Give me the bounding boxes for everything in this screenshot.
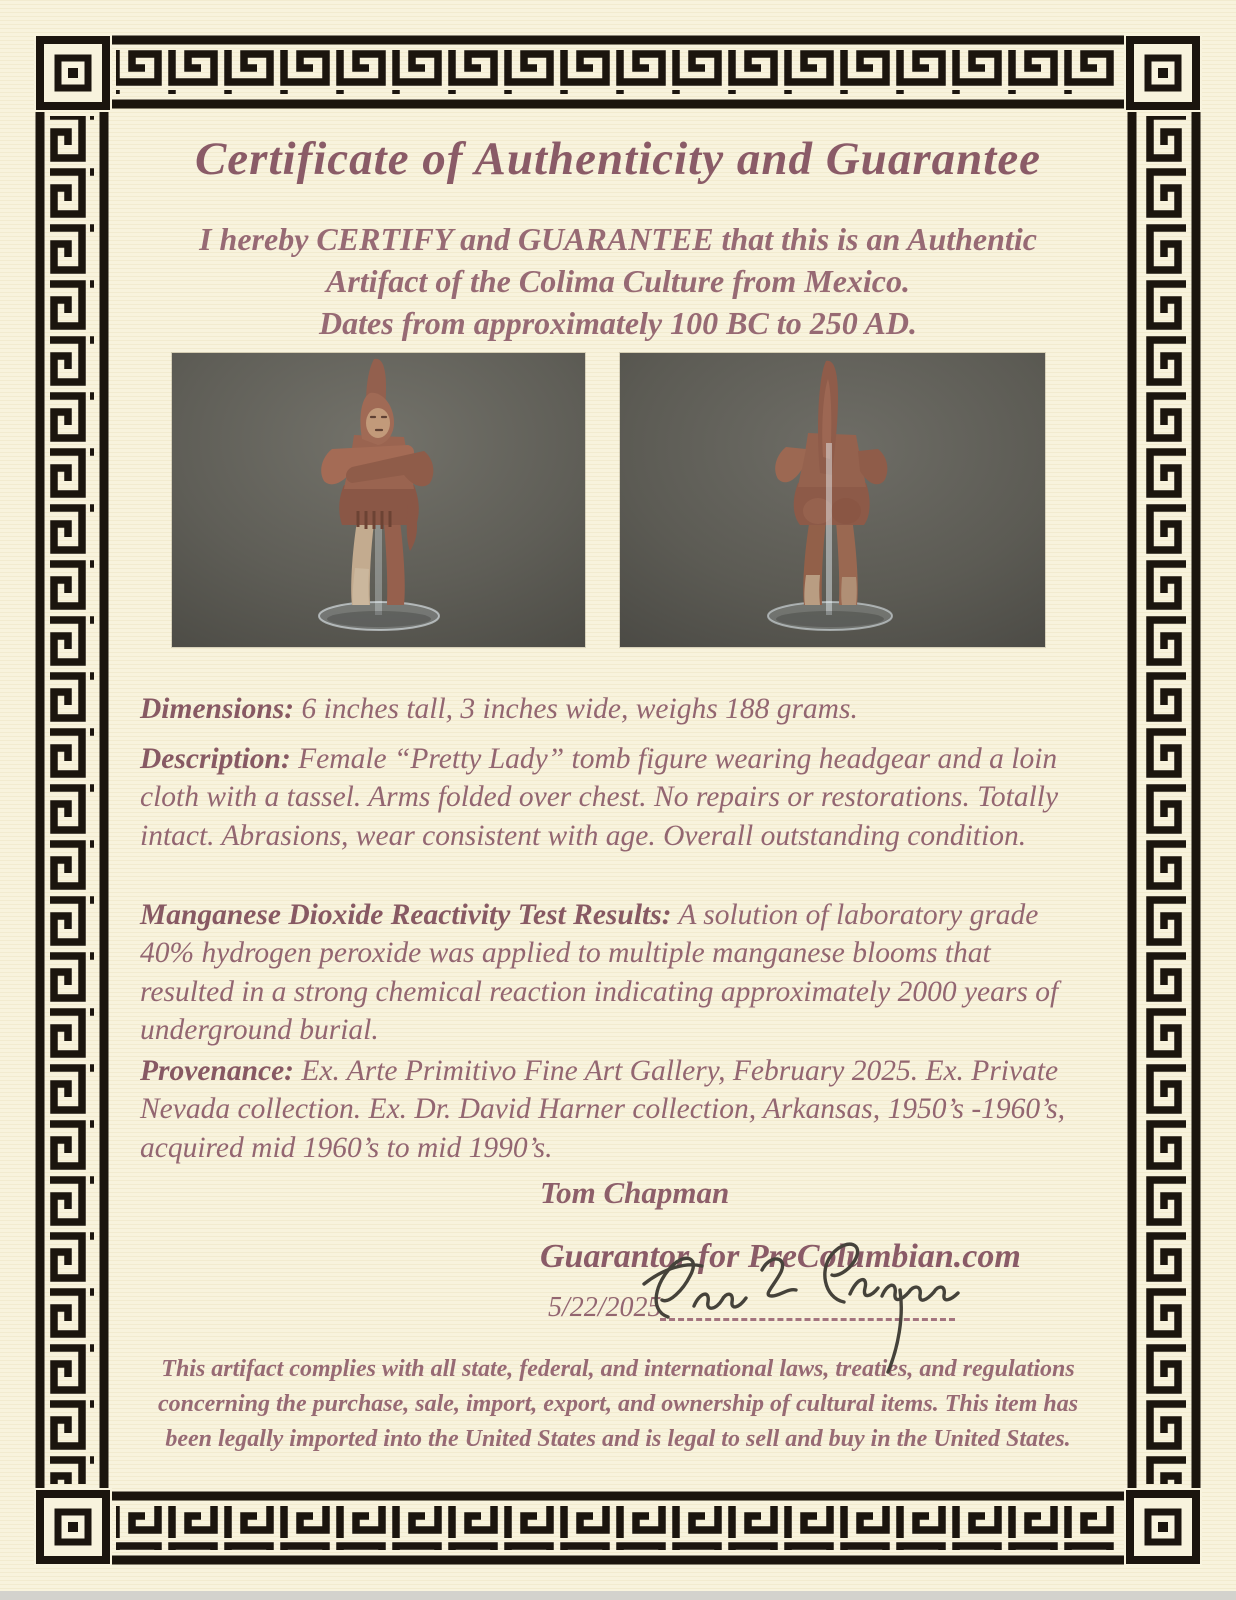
guarantor-name: Tom Chapman	[540, 1175, 730, 1210]
manganese-test-label: Manganese Dioxide Reactivity Test Results:	[140, 898, 672, 931]
manganese-test-text: A solution of laboratory grade 40% hydrogen peroxide was applied to multiple manganese blooms that resulted in a strong chemical reaction indicating approximately 2000 years of underground burial.	[140, 898, 1059, 1046]
figurine-front-photo	[172, 353, 585, 647]
handwritten-signature	[638, 1232, 968, 1377]
description-paragraph	[140, 740, 1085, 856]
scan-edge-strip	[0, 1591, 1236, 1600]
provenance-text: Ex. Arte Primitivo Fine Art Gallery, February 2025. Ex. Private Nevada collection. Ex. Dr. David Harner collection, Arkansas, 1950’s -1960’s, acquired mid 1960’s to mid 1990’s.	[140, 1054, 1066, 1164]
certification-line-1: I hereby CERTIFY and GUARANTEE that this is an Authentic	[199, 221, 1037, 257]
certification-line-3: Dates from approximately 100 BC to 250 AD.	[319, 305, 917, 341]
description-text: Female “Pretty Lady” tomb figure wearing headgear and a loin cloth with a tassel. Arms folded over chest. No repairs or restorations. Totally intact. Abrasions, wear consistent with age. Overall outstanding condition.	[140, 742, 1059, 852]
legal-disclaimer: This artifact complies with all state, federal, and international laws, treaties, and regulations concerning the purchase, sale, import, export, and ownership of cultural items. This item has been legally imported into the United States and is legal to sell and buy in the United States.	[157, 1356, 1079, 1452]
dimensions-text: 6 inches tall, 3 inches wide, weighs 188 grams.	[301, 692, 858, 725]
manganese-test-paragraph	[140, 896, 1085, 1050]
certification-line-2: Artifact of the Colima Culture from Mexico.	[325, 263, 910, 299]
figurine-back-photo	[620, 353, 1045, 647]
page-title: Certificate of Authenticity and Guarantee	[194, 133, 1042, 185]
certification-statement	[108, 218, 1128, 344]
provenance-label: Provenance:	[140, 1054, 295, 1087]
description-label: Description:	[140, 742, 291, 775]
guarantor-role: Guarantor for PreColumbian.com	[540, 1238, 1021, 1275]
dimensions-label: Dimensions:	[140, 692, 295, 725]
dimensions-paragraph	[140, 690, 1085, 729]
signature-date: 5/22/2025	[548, 1292, 662, 1323]
provenance-paragraph	[140, 1052, 1085, 1168]
